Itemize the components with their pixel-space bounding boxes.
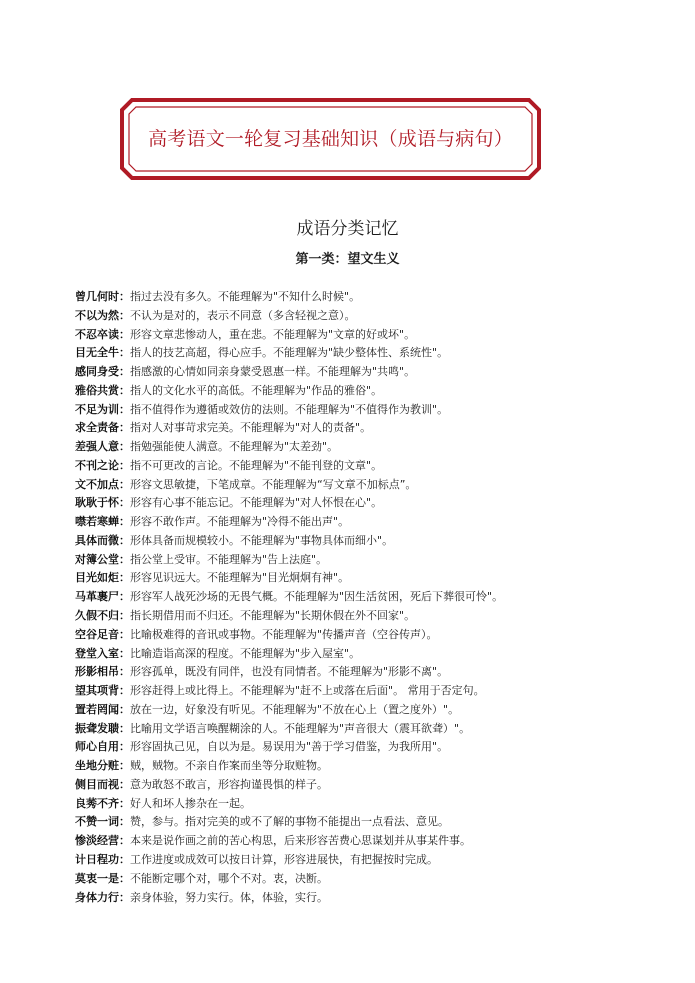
idiom-definition: 形容文章悲惨动人，重在悲。不能理解为"文章的好或坏"。 — [130, 327, 416, 341]
list-item — [75, 401, 675, 420]
idiom-definition: 指感激的心情如同亲身蒙受恩惠一样。不能理解为"共鸣"。 — [130, 365, 416, 379]
list-item — [75, 457, 675, 476]
idiom-definition: 指不可更改的言论。不能理解为"不能刊登的文章"。 — [130, 458, 383, 472]
idiom-term: 不刊之论： — [75, 458, 130, 472]
idiom-definition: 形容文思敏捷，下笔成章。不能理解为“写文章不加标点”。 — [130, 477, 417, 491]
idiom-definition: 工作进度或成效可以按日计算，形容进展快，有把握按时完成。 — [130, 852, 438, 866]
list-item — [75, 344, 675, 363]
list-item — [75, 513, 675, 532]
idiom-definition: 比喻极难得的音讯或事物。不能理解为"传播声音（空谷传声）。 — [130, 627, 438, 641]
idiom-definition: 本来是说作画之前的苦心构思，后来形容苦费心思谋划并从事某件事。 — [130, 834, 471, 848]
list-item — [75, 532, 675, 551]
idiom-term: 马革裹尸： — [75, 590, 130, 604]
list-item — [75, 889, 675, 908]
idiom-definition: 形容赶得上或比得上。不能理解为"赶不上或落在后面"。 常用于否定句。 — [130, 684, 485, 698]
idiom-term: 具体而微： — [75, 533, 130, 547]
idiom-term: 噤若寒蝉： — [75, 515, 130, 529]
idiom-term: 文不加点： — [75, 477, 130, 491]
idiom-definition: 指公堂上受审。不能理解为"告上法庭"。 — [130, 552, 328, 566]
list-item — [75, 663, 675, 682]
idiom-definition: 形容见识远大。不能理解为"目光炯炯有神"。 — [130, 571, 350, 585]
list-item — [75, 813, 675, 832]
idiom-term: 置若罔闻： — [75, 702, 130, 716]
idiom-term: 登堂入室： — [75, 646, 130, 660]
title-banner — [118, 95, 543, 183]
list-item — [75, 476, 675, 495]
idiom-term: 曾几何时： — [75, 290, 130, 303]
idiom-definition: 形容不敢作声。不能理解为"冷得不能出声"。 — [130, 515, 350, 529]
list-item — [75, 757, 675, 776]
list-item — [75, 438, 675, 457]
idiom-term: 良莠不齐： — [75, 796, 130, 810]
idiom-term: 不以为然： — [75, 308, 130, 322]
idiom-definition: 指不值得作为遵循或效仿的法则。不能理解为"不值得作为教训"。 — [130, 402, 449, 416]
list-item — [75, 795, 675, 814]
idiom-term: 莫衷一是： — [75, 871, 130, 885]
idiom-definition: 比喻造诣高深的程度。不能理解为"步入屋室"。 — [130, 646, 361, 660]
idiom-definition: 指对人对事苛求完美。不能理解为"对人的责备"。 — [130, 421, 372, 435]
idiom-term: 久假不归： — [75, 609, 130, 623]
list-item — [75, 569, 675, 588]
idiom-term: 身体力行： — [75, 890, 130, 904]
idiom-term: 感同身受： — [75, 365, 130, 379]
list-item — [75, 288, 675, 307]
idiom-term: 侧目而视： — [75, 777, 130, 791]
idiom-definition: 指过去没有多久。不能理解为"不知什么时候"。 — [130, 290, 361, 303]
idiom-term: 不忍卒读： — [75, 327, 130, 341]
idiom-term: 不足为训： — [75, 402, 130, 416]
list-item — [75, 626, 675, 645]
section-subtitle: 第一类：望文生义 — [295, 252, 400, 267]
idiom-definition: 指勉强能使人满意。不能理解为"太差劲"。 — [130, 440, 339, 454]
list-item — [75, 363, 675, 382]
idiom-definition: 指人的技艺高超，得心应手。不能理解为"缺少整体性、系统性"。 — [130, 346, 449, 360]
list-item — [75, 551, 675, 570]
idiom-definition: 形容有心事不能忘记。不能理解为"对人怀恨在心"。 — [130, 496, 383, 510]
banner-title: 高考语文一轮复习基础知识（成语与病句） — [148, 128, 513, 150]
idiom-term: 望其项背： — [75, 684, 130, 698]
list-item — [75, 776, 675, 795]
idiom-definition: 比喻用文学语言唤醒糊涂的人。不能理解为"声音很大（震耳欲聋）"。 — [130, 721, 471, 735]
list-item — [75, 682, 675, 701]
page-title: 成语分类记忆 — [296, 219, 399, 239]
list-item — [75, 588, 675, 607]
list-item — [75, 382, 675, 401]
idiom-definition: 形体具备而规模较小。不能理解为"事物具体而细小"。 — [130, 533, 394, 547]
idiom-term: 目光如炬： — [75, 571, 130, 585]
idiom-term: 空谷足音： — [75, 627, 130, 641]
list-item — [75, 832, 675, 851]
list-item — [75, 701, 675, 720]
list-item — [75, 307, 675, 326]
idiom-definition: 指人的文化水平的高低。不能理解为"作品的雅俗"。 — [130, 383, 383, 397]
idiom-term: 不赞一词： — [75, 815, 130, 829]
idiom-term: 惨淡经营： — [75, 834, 130, 848]
idiom-term: 目无全牛： — [75, 346, 130, 360]
idiom-term: 耿耿于怀： — [75, 496, 130, 510]
idiom-definition: 形容固执己见，自以为是。易误用为"善于学习借鉴，为我所用"。 — [130, 740, 449, 754]
idiom-list — [75, 288, 675, 907]
list-item — [75, 720, 675, 739]
idiom-term: 振聋发聩： — [75, 721, 130, 735]
idiom-term: 求全责备： — [75, 421, 130, 435]
idiom-term: 形影相吊： — [75, 665, 130, 679]
idiom-definition: 亲身体验，努力实行。体，体验，实行。 — [130, 890, 328, 904]
list-item — [75, 851, 675, 870]
list-item — [75, 326, 675, 345]
idiom-definition: 好人和坏人掺杂在一起。 — [130, 796, 251, 810]
idiom-definition: 放在一边，好象没有听见。不能理解为"不放在心上（置之度外）"。 — [130, 702, 460, 716]
idiom-definition: 赞，参与。指对完美的或不了解的事物不能提出一点看法、意见。 — [130, 815, 449, 829]
list-item — [75, 419, 675, 438]
idiom-definition: 不认为是对的，表示不同意（多含轻视之意）。 — [130, 308, 356, 322]
idiom-definition: 形容军人战死沙场的无畏气概。不能理解为"因生活贫困，死后下葬很可怜"。 — [130, 590, 504, 604]
idiom-definition: 意为敢怒不敢言，形容拘谨畏惧的样子。 — [130, 777, 328, 791]
idiom-term: 雅俗共赏： — [75, 383, 130, 397]
idiom-term: 坐地分赃： — [75, 759, 130, 773]
idiom-definition: 指长期借用而不归还。不能理解为"长期休假在外不回家"。 — [130, 609, 416, 623]
idiom-term: 对簿公堂： — [75, 552, 130, 566]
idiom-definition: 贼，贼物。不亲自作案而坐等分取赃物。 — [130, 759, 328, 773]
idiom-term: 师心自用： — [75, 740, 130, 754]
list-item — [75, 645, 675, 664]
list-item — [75, 494, 675, 513]
idiom-term: 差强人意： — [75, 440, 130, 454]
list-item — [75, 870, 675, 889]
idiom-definition: 形容孤单，既没有同伴，也没有同情者。不能理解为"形影不离"。 — [130, 665, 449, 679]
idiom-term: 计日程功： — [75, 852, 130, 866]
list-item — [75, 607, 675, 626]
list-item — [75, 738, 675, 757]
idiom-definition: 不能断定哪个对，哪个不对。衷，决断。 — [130, 871, 328, 885]
